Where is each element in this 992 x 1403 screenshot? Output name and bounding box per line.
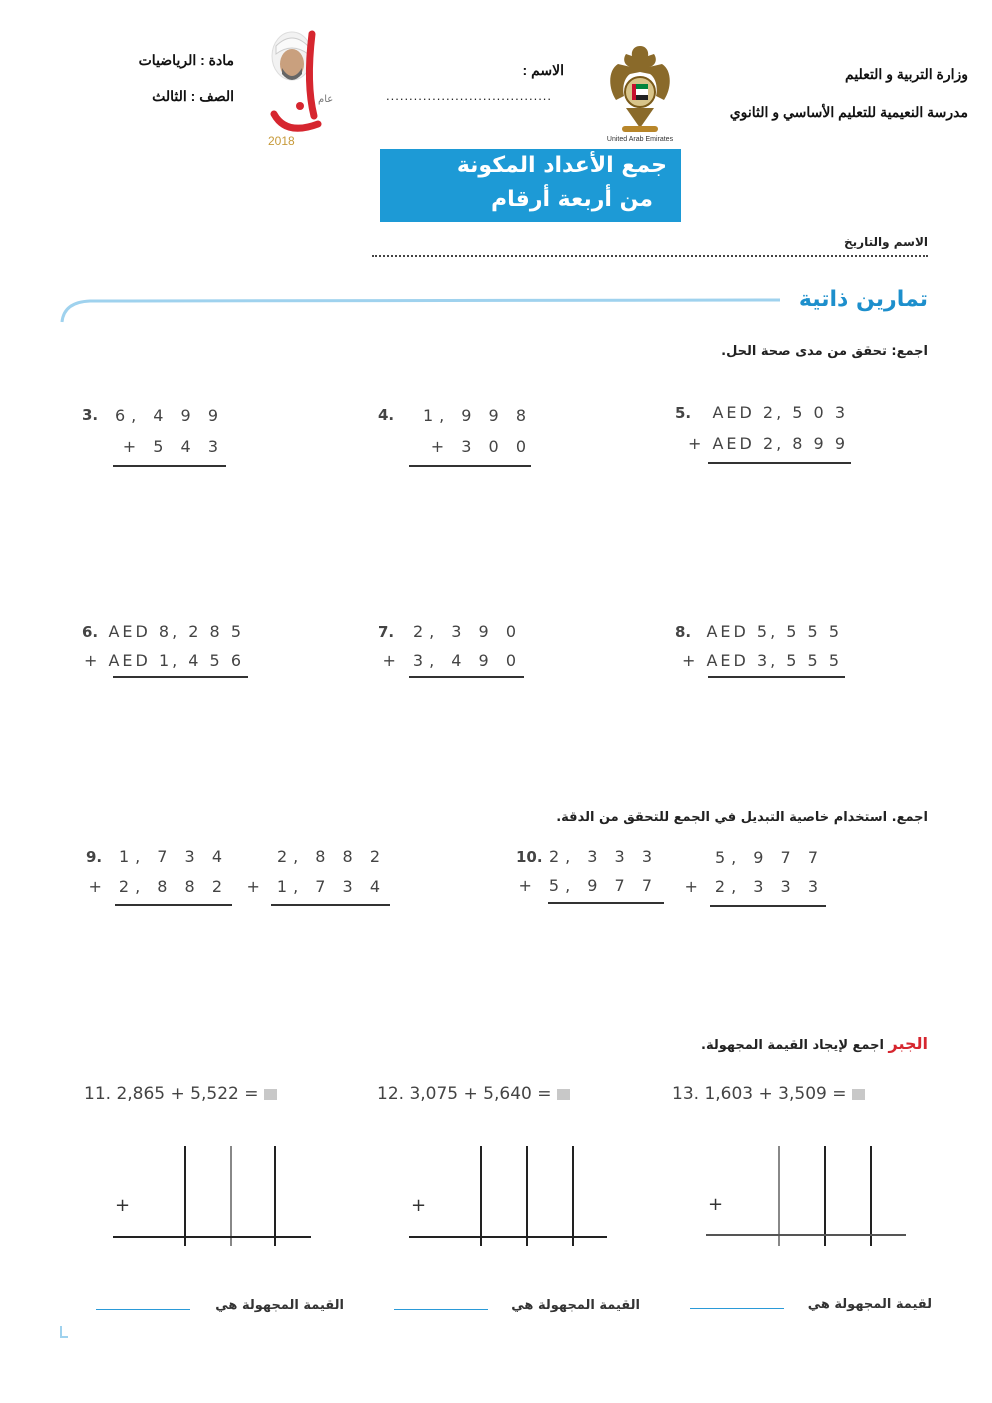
zayed-year-number: 2018 bbox=[268, 134, 295, 148]
answer-line-13[interactable] bbox=[690, 1308, 784, 1309]
problem-7-answer-line[interactable] bbox=[409, 676, 524, 678]
ministry-name: وزارة التربية و التعليم bbox=[845, 66, 968, 82]
answer-line-12[interactable] bbox=[394, 1309, 488, 1310]
problem-6-answer-line[interactable] bbox=[113, 676, 248, 678]
problem-6-bottom: + AED 1, 4 5 6 bbox=[83, 651, 244, 670]
grid-line bbox=[526, 1146, 528, 1246]
problem-9a-top: 1, 7 3 4 bbox=[118, 847, 228, 866]
problem-4-top: 1, 9 9 8 bbox=[422, 406, 532, 425]
place-value-grid-11[interactable] bbox=[113, 1146, 311, 1246]
problem-10a-bottom: + 5, 9 7 7 bbox=[518, 876, 658, 895]
plus-sign: + bbox=[708, 1194, 724, 1215]
grade-label: الصف : الثالث bbox=[152, 88, 234, 104]
subject-label: مادة : الرياضيات bbox=[138, 52, 234, 68]
place-value-grid-13[interactable] bbox=[706, 1146, 906, 1246]
problem-12-expression: 3,075 + 5,640 = bbox=[409, 1084, 552, 1104]
unknown-box bbox=[264, 1089, 277, 1100]
problem-6-number: 6. bbox=[82, 623, 99, 641]
name-date-label: الاسم والتاريخ bbox=[844, 235, 928, 249]
grid-line bbox=[274, 1146, 276, 1246]
answer-label-11: القيمة المجهولة هي bbox=[215, 1298, 344, 1313]
algebra-instruction-text: اجمع لإيجاد القيمة المجهولة. bbox=[701, 1038, 884, 1053]
section-title: تمارين ذاتية bbox=[798, 287, 928, 312]
school-name: مدرسة النعيمية للتعليم الأساسي و الثانوي bbox=[729, 104, 968, 120]
problem-4-answer-line[interactable] bbox=[409, 465, 531, 467]
algebra-tag: الجبر bbox=[888, 1034, 928, 1053]
problem-9-number: 9. bbox=[86, 848, 103, 866]
grid-line bbox=[824, 1146, 826, 1246]
answer-label-13: لقيمة المجهولة هي bbox=[807, 1297, 932, 1312]
instruction-algebra bbox=[701, 1034, 928, 1053]
grid-line bbox=[480, 1146, 482, 1246]
problem-9a-answer-line[interactable] bbox=[115, 904, 232, 906]
name-label: الاسم : bbox=[522, 62, 564, 78]
answer-label-12: القيمة المجهولة هي bbox=[511, 1298, 640, 1313]
problem-8-bottom: + AED 3, 5 5 5 bbox=[681, 651, 842, 670]
problem-10a-top: 2, 3 3 3 bbox=[548, 847, 658, 866]
uae-emblem bbox=[598, 40, 682, 148]
unknown-box bbox=[852, 1089, 865, 1100]
problem-8-number: 8. bbox=[675, 623, 692, 641]
problem-9b-bottom: + 1, 7 3 4 bbox=[246, 877, 386, 896]
corner-decoration bbox=[60, 1326, 68, 1338]
year-of-zayed-logo bbox=[262, 24, 342, 152]
banner-line-1: جمع الأعداد المكونة bbox=[456, 153, 667, 178]
grid-line bbox=[706, 1234, 906, 1236]
instruction-check: اجمع: تحقق من مدى صحة الحل. bbox=[721, 344, 928, 359]
problem-13-number: 13. bbox=[672, 1084, 700, 1104]
problem-12 bbox=[377, 1084, 570, 1104]
grid-line bbox=[409, 1236, 607, 1238]
problem-4-bottom: + 3 0 0 bbox=[430, 437, 532, 456]
problem-9b-answer-line[interactable] bbox=[271, 904, 390, 906]
problem-10b-answer-line[interactable] bbox=[710, 905, 826, 907]
name-dotted-line[interactable]: .................................... bbox=[386, 88, 553, 103]
grid-line bbox=[230, 1146, 232, 1246]
problem-6-top: AED 8, 2 8 5 bbox=[108, 622, 244, 641]
lesson-title-banner bbox=[380, 149, 681, 222]
falcon-emblem-icon bbox=[598, 40, 682, 148]
problem-3-top: 6, 4 9 9 bbox=[114, 406, 224, 425]
problem-10b-bottom: + 2, 3 3 3 bbox=[684, 877, 824, 896]
problem-10b-top: 5, 9 7 7 bbox=[714, 848, 824, 867]
problem-8-answer-line[interactable] bbox=[708, 676, 845, 678]
problem-5-top: AED 2, 5 0 3 bbox=[712, 403, 848, 422]
problem-3-bottom: + 5 4 3 bbox=[122, 437, 224, 456]
grid-line bbox=[572, 1146, 574, 1246]
problem-5-bottom: + AED 2, 8 9 9 bbox=[687, 434, 848, 453]
problem-3-number: 3. bbox=[82, 406, 99, 424]
problem-13-expression: 1,603 + 3,509 = bbox=[704, 1084, 847, 1104]
zayed-name-text bbox=[290, 102, 292, 103]
plus-sign: + bbox=[115, 1195, 131, 1216]
problem-5-answer-line[interactable] bbox=[708, 462, 851, 464]
section-rule bbox=[60, 298, 782, 324]
unknown-box bbox=[557, 1089, 570, 1100]
instruction-commutative: اجمع. استخدام خاصية التبديل في الجمع للتحقق من الدقة. bbox=[556, 810, 928, 825]
problem-9a-bottom: + 2, 8 8 2 bbox=[88, 877, 228, 896]
problem-7-top: 2, 3 9 0 bbox=[412, 622, 522, 641]
banner-line-2: من أربعة أرقام bbox=[491, 187, 653, 212]
emblem-caption: United Arab Emirates bbox=[606, 136, 674, 143]
grid-line bbox=[778, 1146, 780, 1246]
section-curve-decoration bbox=[60, 298, 782, 324]
problem-5-number: 5. bbox=[675, 404, 692, 422]
zayed-portrait-icon bbox=[262, 24, 342, 152]
grid-line bbox=[870, 1146, 872, 1246]
answer-line-11[interactable] bbox=[96, 1309, 190, 1310]
problem-7-number: 7. bbox=[378, 623, 395, 641]
problem-12-number: 12. bbox=[377, 1084, 405, 1104]
place-value-grid-12[interactable] bbox=[409, 1146, 607, 1246]
problem-7-bottom: + 3, 4 9 0 bbox=[382, 651, 522, 670]
problem-10-number: 10. bbox=[516, 848, 543, 866]
problem-11 bbox=[84, 1084, 277, 1104]
name-date-dotted-line[interactable] bbox=[372, 255, 928, 257]
grid-line bbox=[184, 1146, 186, 1246]
zayed-year-word: عام bbox=[318, 94, 334, 105]
problem-11-number: 11. bbox=[84, 1084, 112, 1104]
problem-10a-answer-line[interactable] bbox=[548, 902, 664, 904]
grid-line bbox=[113, 1236, 311, 1238]
problem-9b-top: 2, 8 8 2 bbox=[276, 847, 386, 866]
problem-11-expression: 2,865 + 5,522 = bbox=[116, 1084, 259, 1104]
plus-sign: + bbox=[411, 1195, 427, 1216]
problem-4-number: 4. bbox=[378, 406, 395, 424]
problem-8-top: AED 5, 5 5 5 bbox=[706, 622, 842, 641]
problem-13 bbox=[672, 1084, 865, 1104]
problem-3-answer-line[interactable] bbox=[113, 465, 226, 467]
